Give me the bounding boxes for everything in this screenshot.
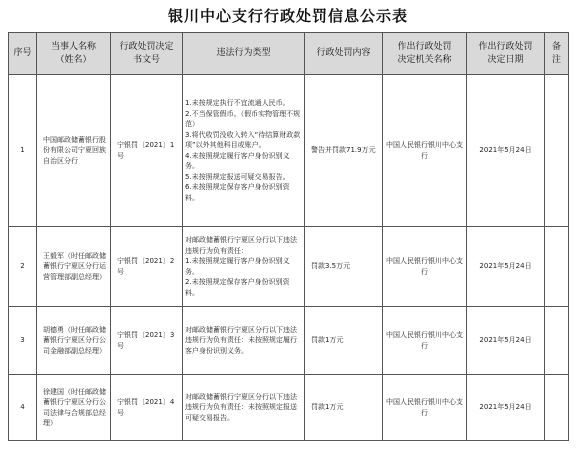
penalty-table <box>8 32 569 441</box>
violation-item: 对邮政储蓄银行宁夏区分行以下违法违规行为负有责任：未按照规定履行客户身份识别义务。 <box>185 325 297 355</box>
row-party: 王毅军（时任邮政储蓄银行宁夏区分行运营管理部副总经理） <box>37 227 111 307</box>
table-row <box>9 375 569 441</box>
violation-item: 3.将代收罚没收入转入“待结算财政款项”以外其他科目或账户。 <box>185 130 301 149</box>
header-note: 备 注 <box>545 33 569 75</box>
row-date: 2021年5月24日 <box>467 75 545 227</box>
row-party: 徐建国（时任邮政储蓄银行宁夏区分行公司法律与合规部总经理） <box>37 375 111 441</box>
row-violations <box>183 75 305 227</box>
violation-item: 4.未按照规定履行客户身份识别义务。 <box>185 151 290 170</box>
row-no: 3 <box>9 307 37 375</box>
row-penalty: 罚款1万元 <box>305 307 383 375</box>
row-note <box>545 75 569 227</box>
header-date: 作出行政处罚 决定日期 <box>467 33 545 75</box>
row-doc: 宁银罚〔2021〕4号 <box>111 375 183 441</box>
violation-item: 2.未按照规定保存客户身份识别资料。 <box>185 278 290 297</box>
row-authority: 中国人民银行银川中心支行 <box>383 75 467 227</box>
violation-item: 1.未按规定执行不宜流通人民币。 <box>185 99 290 107</box>
row-date: 2021年5月24日 <box>467 375 545 441</box>
header-penalty: 行政处罚内容 <box>305 33 383 75</box>
violation-item: 对邮政储蓄银行宁夏区分行以下违法违规行为负有责任： <box>185 236 297 255</box>
row-doc: 宁银罚〔2021〕1号 <box>111 75 183 227</box>
row-note <box>545 375 569 441</box>
row-penalty: 警告并罚款71.9万元 <box>305 75 383 227</box>
violation-item: 5.未按照规定报送可疑交易报告。 <box>185 172 290 181</box>
row-doc: 宁银罚〔2021〕3号 <box>111 307 183 375</box>
row-authority: 中国人民银行银川中心支行 <box>383 307 467 375</box>
row-authority: 中国人民银行银川中心支行 <box>383 375 467 441</box>
table-row <box>9 307 569 375</box>
violation-item: 2.不当保管假币。（假币实物管理不规范） <box>185 109 301 128</box>
row-penalty: 罚款1万元 <box>305 375 383 441</box>
row-violations <box>183 375 305 441</box>
table-row <box>9 227 569 307</box>
row-no: 1 <box>9 75 37 227</box>
row-penalty: 罚款3.5万元 <box>305 227 383 307</box>
row-violations <box>183 307 305 375</box>
row-doc: 宁银罚〔2021〕2号 <box>111 227 183 307</box>
header-party: 当事人名称 （姓名） <box>37 33 111 75</box>
row-date: 2021年5月24日 <box>467 227 545 307</box>
table-row <box>9 75 569 227</box>
row-no: 2 <box>9 227 37 307</box>
row-date: 2021年5月24日 <box>467 307 545 375</box>
row-violations <box>183 227 305 307</box>
row-party: 胡德勇（时任邮政储蓄银行宁夏区分行公司金融部副总经理） <box>37 307 111 375</box>
header-no: 序号 <box>9 33 37 75</box>
row-note <box>545 307 569 375</box>
row-note <box>545 227 569 307</box>
header-authority: 作出行政处罚 决定机关名称 <box>383 33 467 75</box>
violation-item: 对邮政储蓄银行宁夏区分行以下违法违规行为负有责任：未按照规定报送可疑交易报告。 <box>185 392 297 422</box>
violation-item: 1.未按照规定履行客户身份识别义务。 <box>185 257 290 276</box>
row-no: 4 <box>9 375 37 441</box>
header-row <box>9 33 569 75</box>
header-doc: 行政处罚决定 书文号 <box>111 33 183 75</box>
row-authority: 中国人民银行银川中心支行 <box>383 227 467 307</box>
violation-item: 6.未按照规定保存客户身份识别资料。 <box>185 183 290 202</box>
page-title: 银川中心支行行政处罚信息公示表 <box>167 7 408 25</box>
header-violation: 违法行为类型 <box>183 33 305 75</box>
row-party: 中国邮政储蓄银行股份有限公司宁夏回族自治区分行 <box>37 75 111 227</box>
